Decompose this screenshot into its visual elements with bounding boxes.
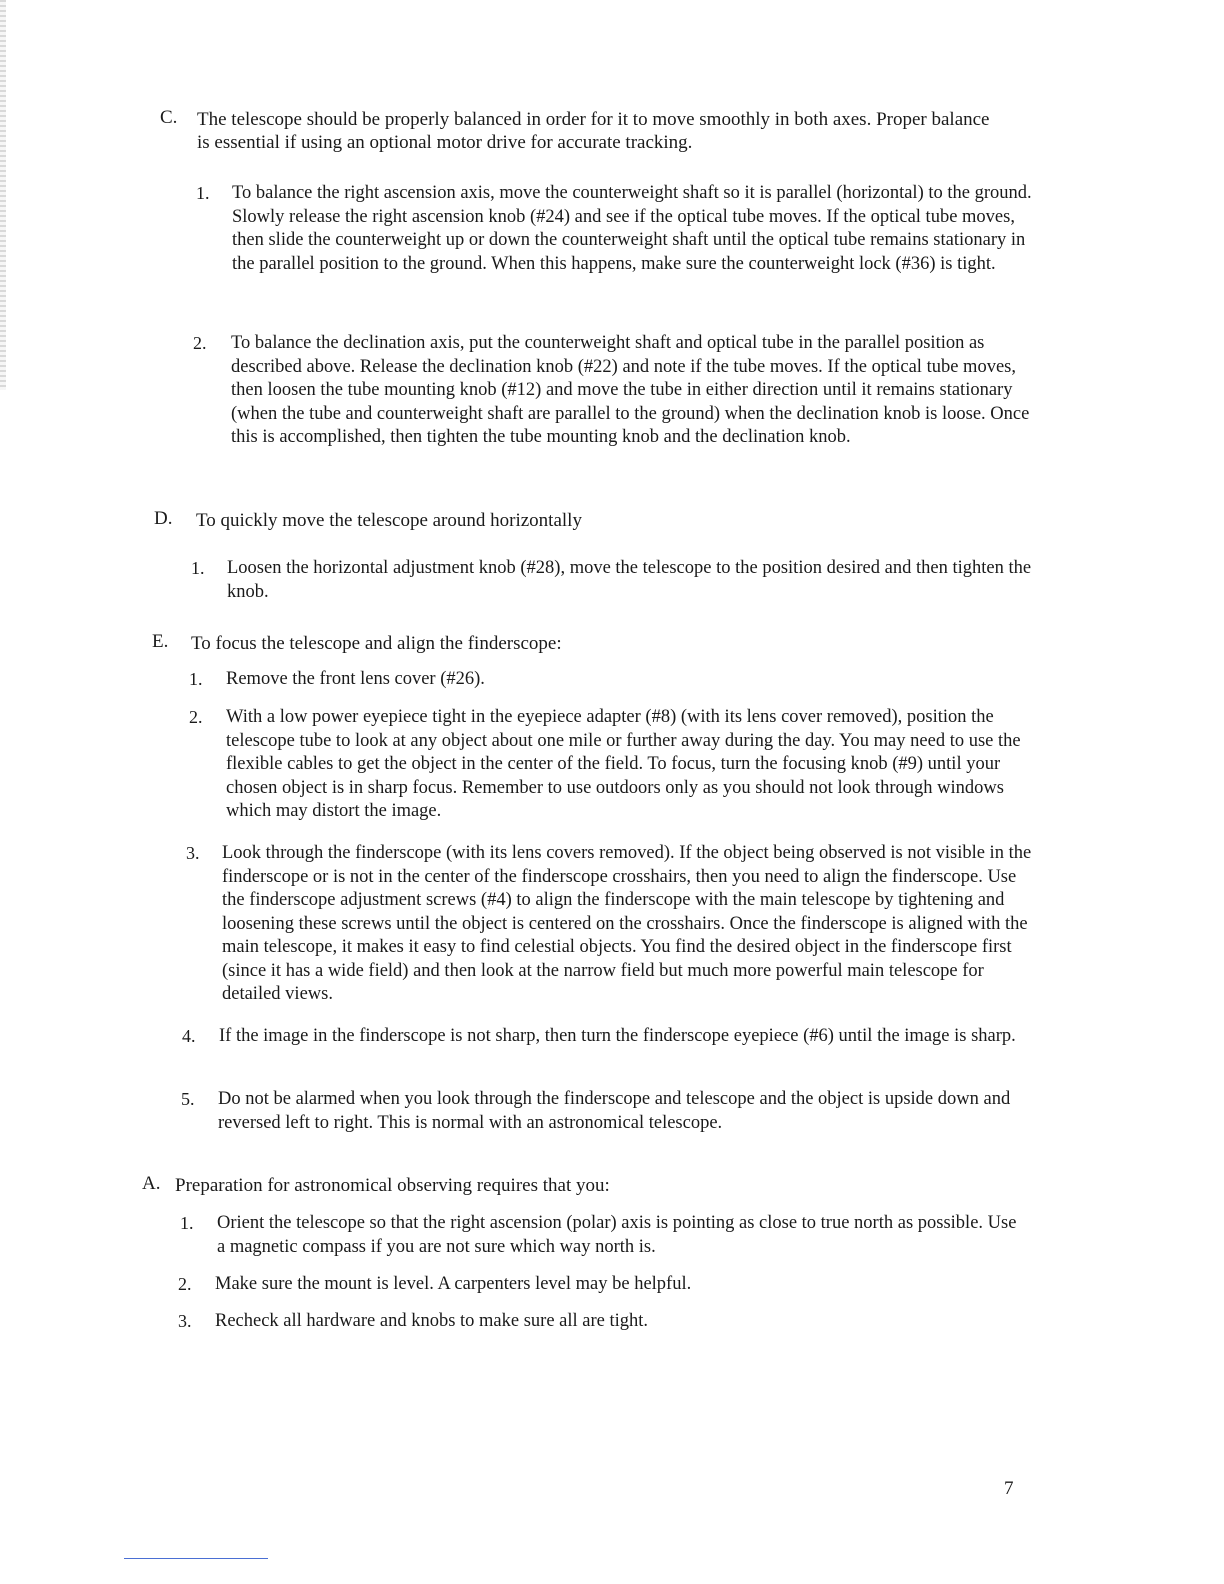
item-text: Do not be alarmed when you look through the finderscope and telescope and the object is upside down and reversed left to right. This is normal with an astronomical telescope.	[218, 1089, 1011, 1133]
item-number: 2.	[193, 333, 207, 353]
item-text: Loosen the horizontal adjustment knob (#28), move the telescope to the position desired and then tighten the knob.	[227, 558, 1032, 602]
item-number: 1.	[189, 669, 203, 689]
section-letter: A.	[142, 1173, 161, 1194]
item-number: 1.	[196, 183, 210, 203]
section-letter: C.	[160, 107, 178, 128]
section-letter: E.	[152, 631, 169, 652]
section-heading: To focus the telescope and align the finderscope:	[191, 633, 562, 654]
item-number: 4.	[182, 1026, 196, 1046]
item-text: If the image in the finderscope is not sharp, then turn the finderscope eyepiece (#6) until the image is sharp.	[219, 1026, 1016, 1046]
item-number: 1.	[191, 558, 205, 578]
item-text: Make sure the mount is level. A carpenters level may be helpful.	[215, 1274, 692, 1294]
item-number: 1.	[180, 1213, 194, 1233]
section-heading: The telescope should be properly balanced in order for it to move smoothly in both axes. Proper balance is essential if using an optional motor drive for accurate tracking.	[197, 109, 990, 153]
item-text: Recheck all hardware and knobs to make sure all are tight.	[215, 1311, 649, 1331]
item-text: Look through the finderscope (with its lens covers removed). If the object being observed is not visible in the finderscope or is not in the center of the finderscope crosshairs, then you need to align the finderscope. Use the finderscope adjustment screws (#4) to align the finderscope with the main telescope by tightening and loosening these screws until the object is centered on the crosshairs. Once the finderscope is aligned with the main telescope, it makes it easy to find celestial objects. You find the desired object in the finderscope first (since it has a wide field) and then look at the narrow field but much more powerful main telescope for detailed views.	[222, 843, 1032, 1004]
page-number: 7	[1004, 1478, 1014, 1499]
item-text: To balance the right ascension axis, move the counterweight shaft so it is parallel (horizontal) to the ground. Slowly release the right ascension knob (#24) and see if the optical tube moves. If the optical tube moves, then slide the counterweight up or down the counterweight shaft until the optical tube remains stationary in the parallel position to the ground. When this happens, make sure the counterweight lock (#36) is tight.	[232, 183, 1032, 274]
item-number: 5.	[181, 1089, 195, 1109]
section-letter: D.	[154, 508, 173, 529]
item-text: To balance the declination axis, put the counterweight shaft and optical tube in the parallel position as described above. Release the declination knob (#22) and note if the tube moves. If the optical tube moves, then loosen the tube mounting knob (#12) and move the tube in either direction until it remains stationary (when the tube and counterweight shaft are parallel to the ground) when the declination knob is loose. Once this is accomplished, then tighten the tube mounting knob and the declination knob.	[231, 333, 1030, 447]
section-heading: Preparation for astronomical observing requires that you:	[175, 1175, 610, 1196]
item-number: 2.	[178, 1274, 192, 1294]
item-text: Remove the front lens cover (#26).	[226, 669, 485, 689]
footnote-divider	[124, 1558, 268, 1559]
item-number: 2.	[189, 707, 203, 727]
item-number: 3.	[186, 843, 200, 863]
item-text: With a low power eyepiece tight in the eyepiece adapter (#8) (with its lens cover removed), position the telescope tube to look at any object about one mile or further away during the day. You may need to use the flexible cables to get the object in the center of the field. To focus, turn the focusing knob (#9) until your chosen object is in sharp focus. Remember to use outdoors only as you should not look through windows which may distort the image.	[226, 707, 1021, 821]
item-text: Orient the telescope so that the right ascension (polar) axis is pointing as close to true north as possible. Use a magnetic compass if you are not sure which way north is.	[217, 1213, 1017, 1257]
item-number: 3.	[178, 1311, 192, 1331]
scan-edge-artifact	[0, 0, 6, 390]
section-heading: To quickly move the telescope around horizontally	[196, 510, 582, 531]
